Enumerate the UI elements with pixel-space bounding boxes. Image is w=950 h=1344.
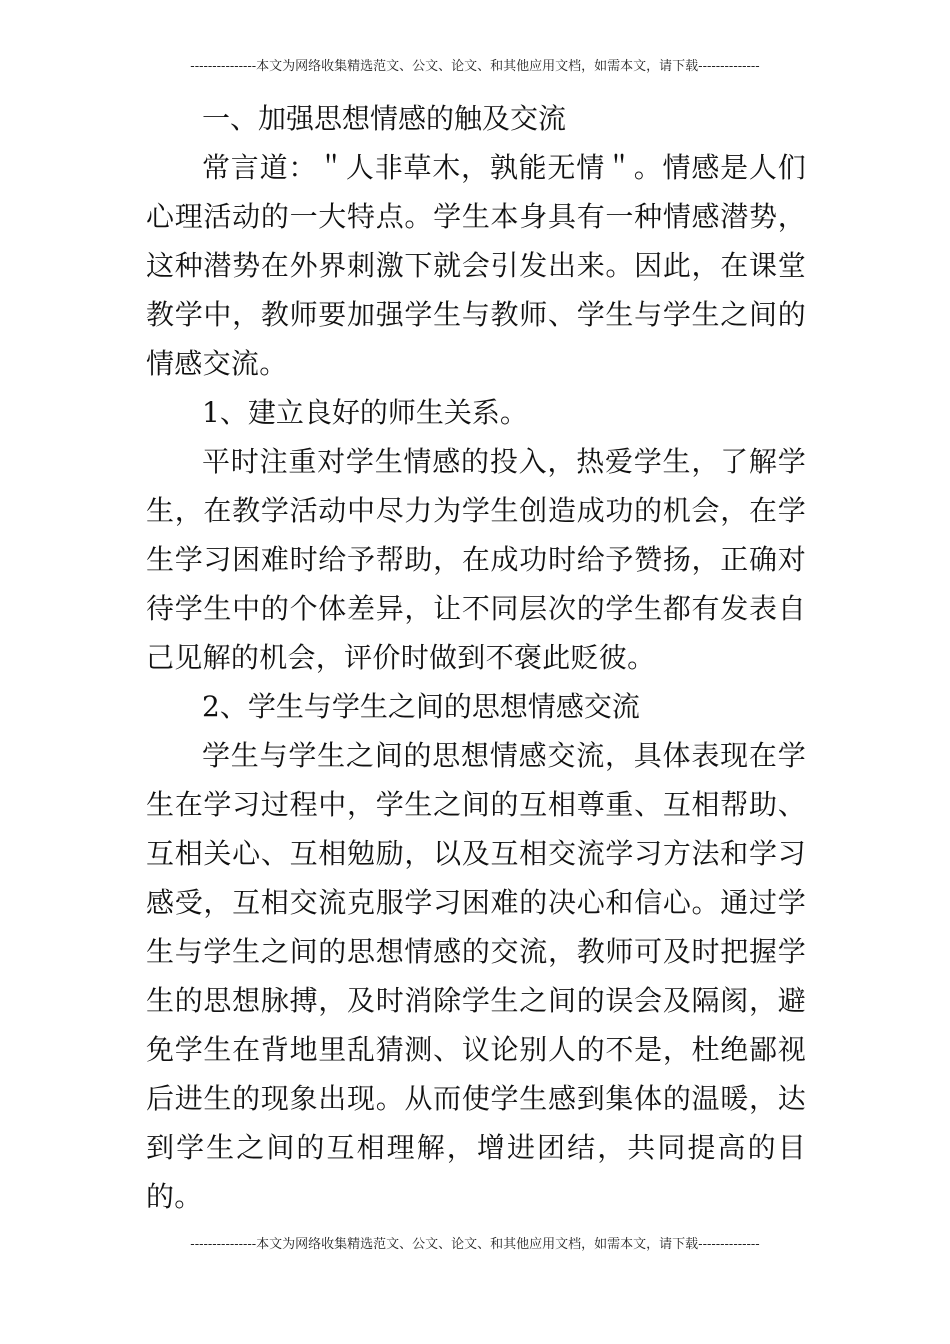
section-intro-paragraph: 常言道：＂人非草木，孰能无情＂。情感是人们心理活动的一大特点。学生本身具有一种情感潜势，这种潜势在外界刺激下就会引发出来。因此，在课堂教学中，教师要加强学生与教师、学生与学生之间的情感交流。 (146, 151, 806, 380)
subsection-heading-1: 1、建立良好的师生关系。 (202, 396, 528, 429)
header-notice: ---------------本文为网络收集精选范文、公文、论文、和其他应用文档，如需本文，请下载-------------- (190, 59, 760, 74)
subsection-heading-2: 2、学生与学生之间的思想情感交流 (202, 690, 640, 723)
document-body (146, 94, 806, 1221)
section-heading: 一、加强思想情感的触及交流 (202, 102, 567, 135)
subsection-paragraph-1: 平时注重对学生情感的投入，热爱学生，了解学生，在教学活动中尽力为学生创造成功的机会，在学生学习困难时给予帮助，在成功时给予赞扬，正确对待学生中的个体差异，让不同层次的学生都有发表自己见解的机会，评价时做到不褒此贬彼。 (146, 445, 806, 674)
footer-notice: ---------------本文为网络收集精选范文、公文、论文、和其他应用文档，如需本文，请下载-------------- (190, 1237, 760, 1252)
subsection-paragraph-2: 学生与学生之间的思想情感交流，具体表现在学生在学习过程中，学生之间的互相尊重、互相帮助、互相关心、互相勉励，以及互相交流学习方法和学习感受，互相交流克服学习困难的决心和信心。通过学生与学生之间的思想情感的交流，教师可及时把握学生的思想脉搏，及时消除学生之间的误会及隔阂，避免学生在背地里乱猜测、议论别人的不是，杜绝鄙视后进生的现象出现。从而使学生感到集体的温暖，达到学生之间的互相理解，增进团结，共同提高的目的。 (146, 739, 806, 1213)
